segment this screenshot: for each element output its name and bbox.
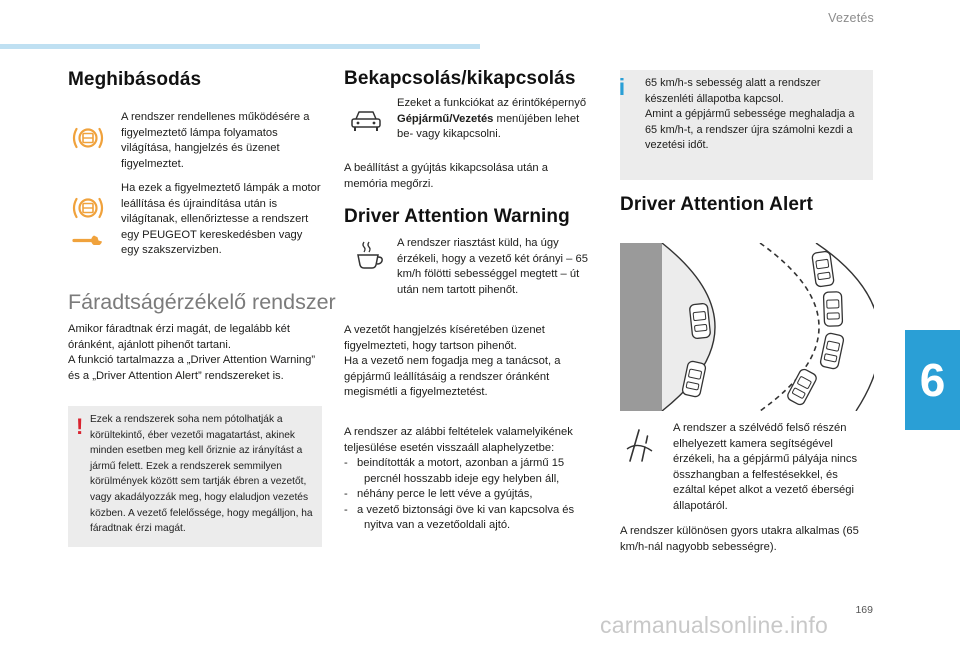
daw-alert-paragraph: A vezetőt hangjelzés kíséretében üzenet figyelmezteti, hogy tartson pihenőt. bbox=[344, 324, 545, 352]
daw-heading: Driver Attention Warning bbox=[344, 206, 570, 227]
onoff-text-start: Ezeket a funkciókat az érintőképernyő bbox=[397, 97, 587, 109]
system-fault-warning-icon bbox=[70, 194, 106, 222]
car-icon bbox=[823, 292, 842, 327]
header-bar bbox=[0, 44, 480, 49]
list-item: - beindították a motort, azonban a jármű 15 percnél hosszabb ideje egy helyben áll, bbox=[344, 457, 565, 485]
onoff-heading: Bekapcsolás/kikapcsolás bbox=[344, 68, 576, 89]
warning-note-text: Ezek a rendszerek soha nem pótolhatják a körültekintő, éber vezetői magatartást, akinek minden esetben meg kell őriznie az irányítást a jármű felett. Ezek a rendszerek semmilyen körülmények között sem tartják ébren a vezetőt, vagy akadályozzák meg, hogy elaludjon vezetés közben. A vezető felelőssége, hogy megálljon, ha fáradtnak érzi magát. bbox=[90, 414, 313, 535]
info-paragraph: Amint a gépjármű sebessége meghaladja a 65 km/h-t, a rendszer újra számolni kezdi a vezetési időt. bbox=[645, 108, 855, 151]
info-note-box bbox=[620, 70, 873, 180]
daa-description: A rendszer a szélvédő felső részén elhelyezett kamera segítségével érzékeli, ha a gépjármű pályája nincs összhangban a felfestésekkel, és ezáltal képet alkot a vezető éberségi állapotáról. bbox=[673, 422, 858, 512]
daa-heading: Driver Attention Alert bbox=[620, 194, 813, 215]
list-item: - néhány perce le lett véve a gyújtás, bbox=[344, 488, 533, 500]
section-title: Vezetés bbox=[828, 11, 874, 25]
chapter-tab: 6 bbox=[905, 330, 960, 430]
lane-departure-icon bbox=[624, 427, 656, 463]
car-icon bbox=[689, 303, 710, 339]
coffee-cup-icon bbox=[352, 240, 386, 272]
vehicle-settings-icon bbox=[349, 108, 383, 134]
fatigue-intro bbox=[68, 322, 316, 384]
fatigue-paragraph: A funkció tartalmazza a „Driver Attention Warning” és a „Driver Attention Alert” rendszereket is. bbox=[68, 354, 316, 382]
page-number: 169 bbox=[855, 604, 873, 616]
warning-exclamation-icon: ! bbox=[76, 414, 84, 439]
list-item: - a vezető biztonsági öve ki van kapcsolva és nyitva van a vezetőoldali ajtó. bbox=[344, 503, 575, 531]
reset-intro: A rendszer az alábbi feltételek valamelyikének teljesülése esetén visszaáll alaphelyzetbe: bbox=[344, 426, 573, 454]
info-note-text bbox=[645, 76, 869, 154]
daw-description: A rendszer riasztást küld, ha úgy érzékeli, hogy a vezető két órányi – 65 km/h fölötti sebességgel megtett – út után nem tartott pihenőt. bbox=[397, 237, 588, 296]
info-icon: i bbox=[618, 74, 626, 100]
car-icon bbox=[812, 251, 835, 287]
memory-text: A beállítást a gyújtás kikapcsolása után a memória megőrzi. bbox=[344, 162, 548, 190]
lane-drift-illustration bbox=[620, 243, 874, 411]
fault-heading: Meghibásodás bbox=[68, 69, 202, 90]
watermark: carmanualsonline.info bbox=[600, 612, 828, 638]
reset-conditions-list bbox=[344, 456, 600, 534]
onoff-text-end: menüjében lehet be- vagy kikapcsolni. bbox=[397, 112, 580, 140]
onoff-description bbox=[397, 96, 592, 143]
fault-service-text: Ha ezek a figyelmeztető lámpák a motor leállítása és újraindítása után is világítanak, ellenőriztesse a rendszert egy PEUGEOT kereskedésben vagy egy szakszervizben. bbox=[121, 182, 321, 256]
warning-note-box bbox=[68, 406, 322, 547]
info-paragraph: 65 km/h-s sebesség alatt a rendszer készenléti állapotba kapcsol. bbox=[645, 77, 821, 105]
menu-path: Gépjármű/Vezetés bbox=[397, 112, 494, 125]
fault-description: A rendszer rendellenes működésére a figyelmeztető lámpa folyamatos világítása, hangjelzés és üzenet figyelmeztet. bbox=[121, 111, 310, 170]
daw-alert-paragraph: Ha a vezető nem fogadja meg a tanácsot, a gépjármű leállításáig a rendszer óránként megismétli a figyelmeztetést. bbox=[344, 355, 561, 398]
system-fault-warning-icon bbox=[70, 124, 106, 152]
wrench-icon bbox=[72, 231, 106, 245]
daa-speed-text: A rendszer különösen gyors utakra alkalmas (65 km/h-nál nagyobb sebességre). bbox=[620, 525, 859, 553]
fatigue-heading: Fáradtságérzékelő rendszer bbox=[68, 290, 336, 314]
daw-alert-text bbox=[344, 323, 589, 401]
fatigue-paragraph: Amikor fáradtnak érzi magát, de legalább két óránként, ajánlott pihenőt tartani. bbox=[68, 323, 291, 351]
